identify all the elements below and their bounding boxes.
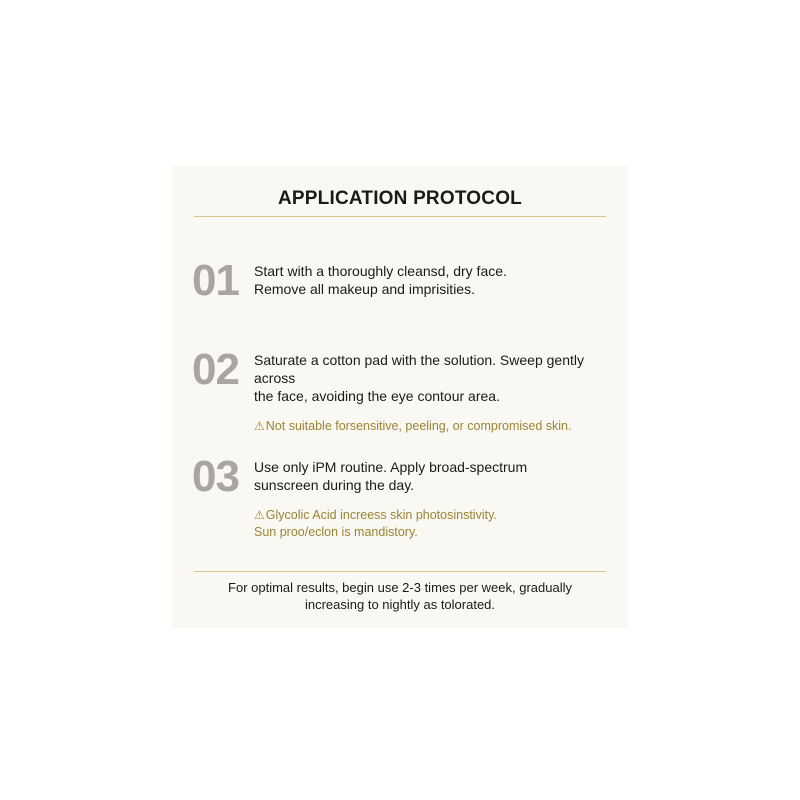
step-body (254, 351, 614, 435)
step-text-line: Saturate a cotton pad with the solution. Sweep gently across (254, 352, 584, 386)
footer-line: increasing to nightly as tolorated. (304, 597, 496, 612)
warning-icon: ⚠ (254, 508, 265, 522)
step-body (254, 262, 614, 298)
step-number: 01 (192, 256, 239, 305)
step-text (254, 351, 614, 405)
footer-divider (194, 571, 606, 572)
warning-note (254, 418, 614, 435)
step-text (254, 262, 614, 298)
title-divider (194, 216, 606, 217)
step-number: 02 (192, 345, 239, 394)
warning-note (254, 507, 614, 541)
step-text-line: Remove all makeup and imprisities. (254, 281, 475, 297)
warning-text: Sun proo/eclon is mandistory. (254, 525, 418, 539)
step-text-line: Use only iPM routine. Apply broad-spectrum (254, 459, 528, 475)
step-text-line: Start with a thoroughly cleansd, dry face. (254, 263, 507, 279)
step-text-line: sunscreen during the day. (254, 477, 415, 493)
step-text (254, 458, 614, 494)
step-body (254, 458, 614, 541)
footer-line: For optimal results, begin use 2-3 times per week, gradually (228, 580, 572, 595)
warning-text: Glycolic Acid increess skin photosinstivity. (265, 508, 497, 522)
protocol-card (172, 166, 628, 628)
step-number: 03 (192, 452, 239, 501)
footer-note (202, 579, 598, 613)
warning-icon: ⚠ (254, 419, 265, 433)
warning-text: Not suitable forsensitive, peeling, or compromised skin. (265, 419, 572, 433)
step-text-line: the face, avoiding the eye contour area. (254, 388, 500, 404)
page-title: APPLICATION PROTOCOL (278, 188, 522, 209)
